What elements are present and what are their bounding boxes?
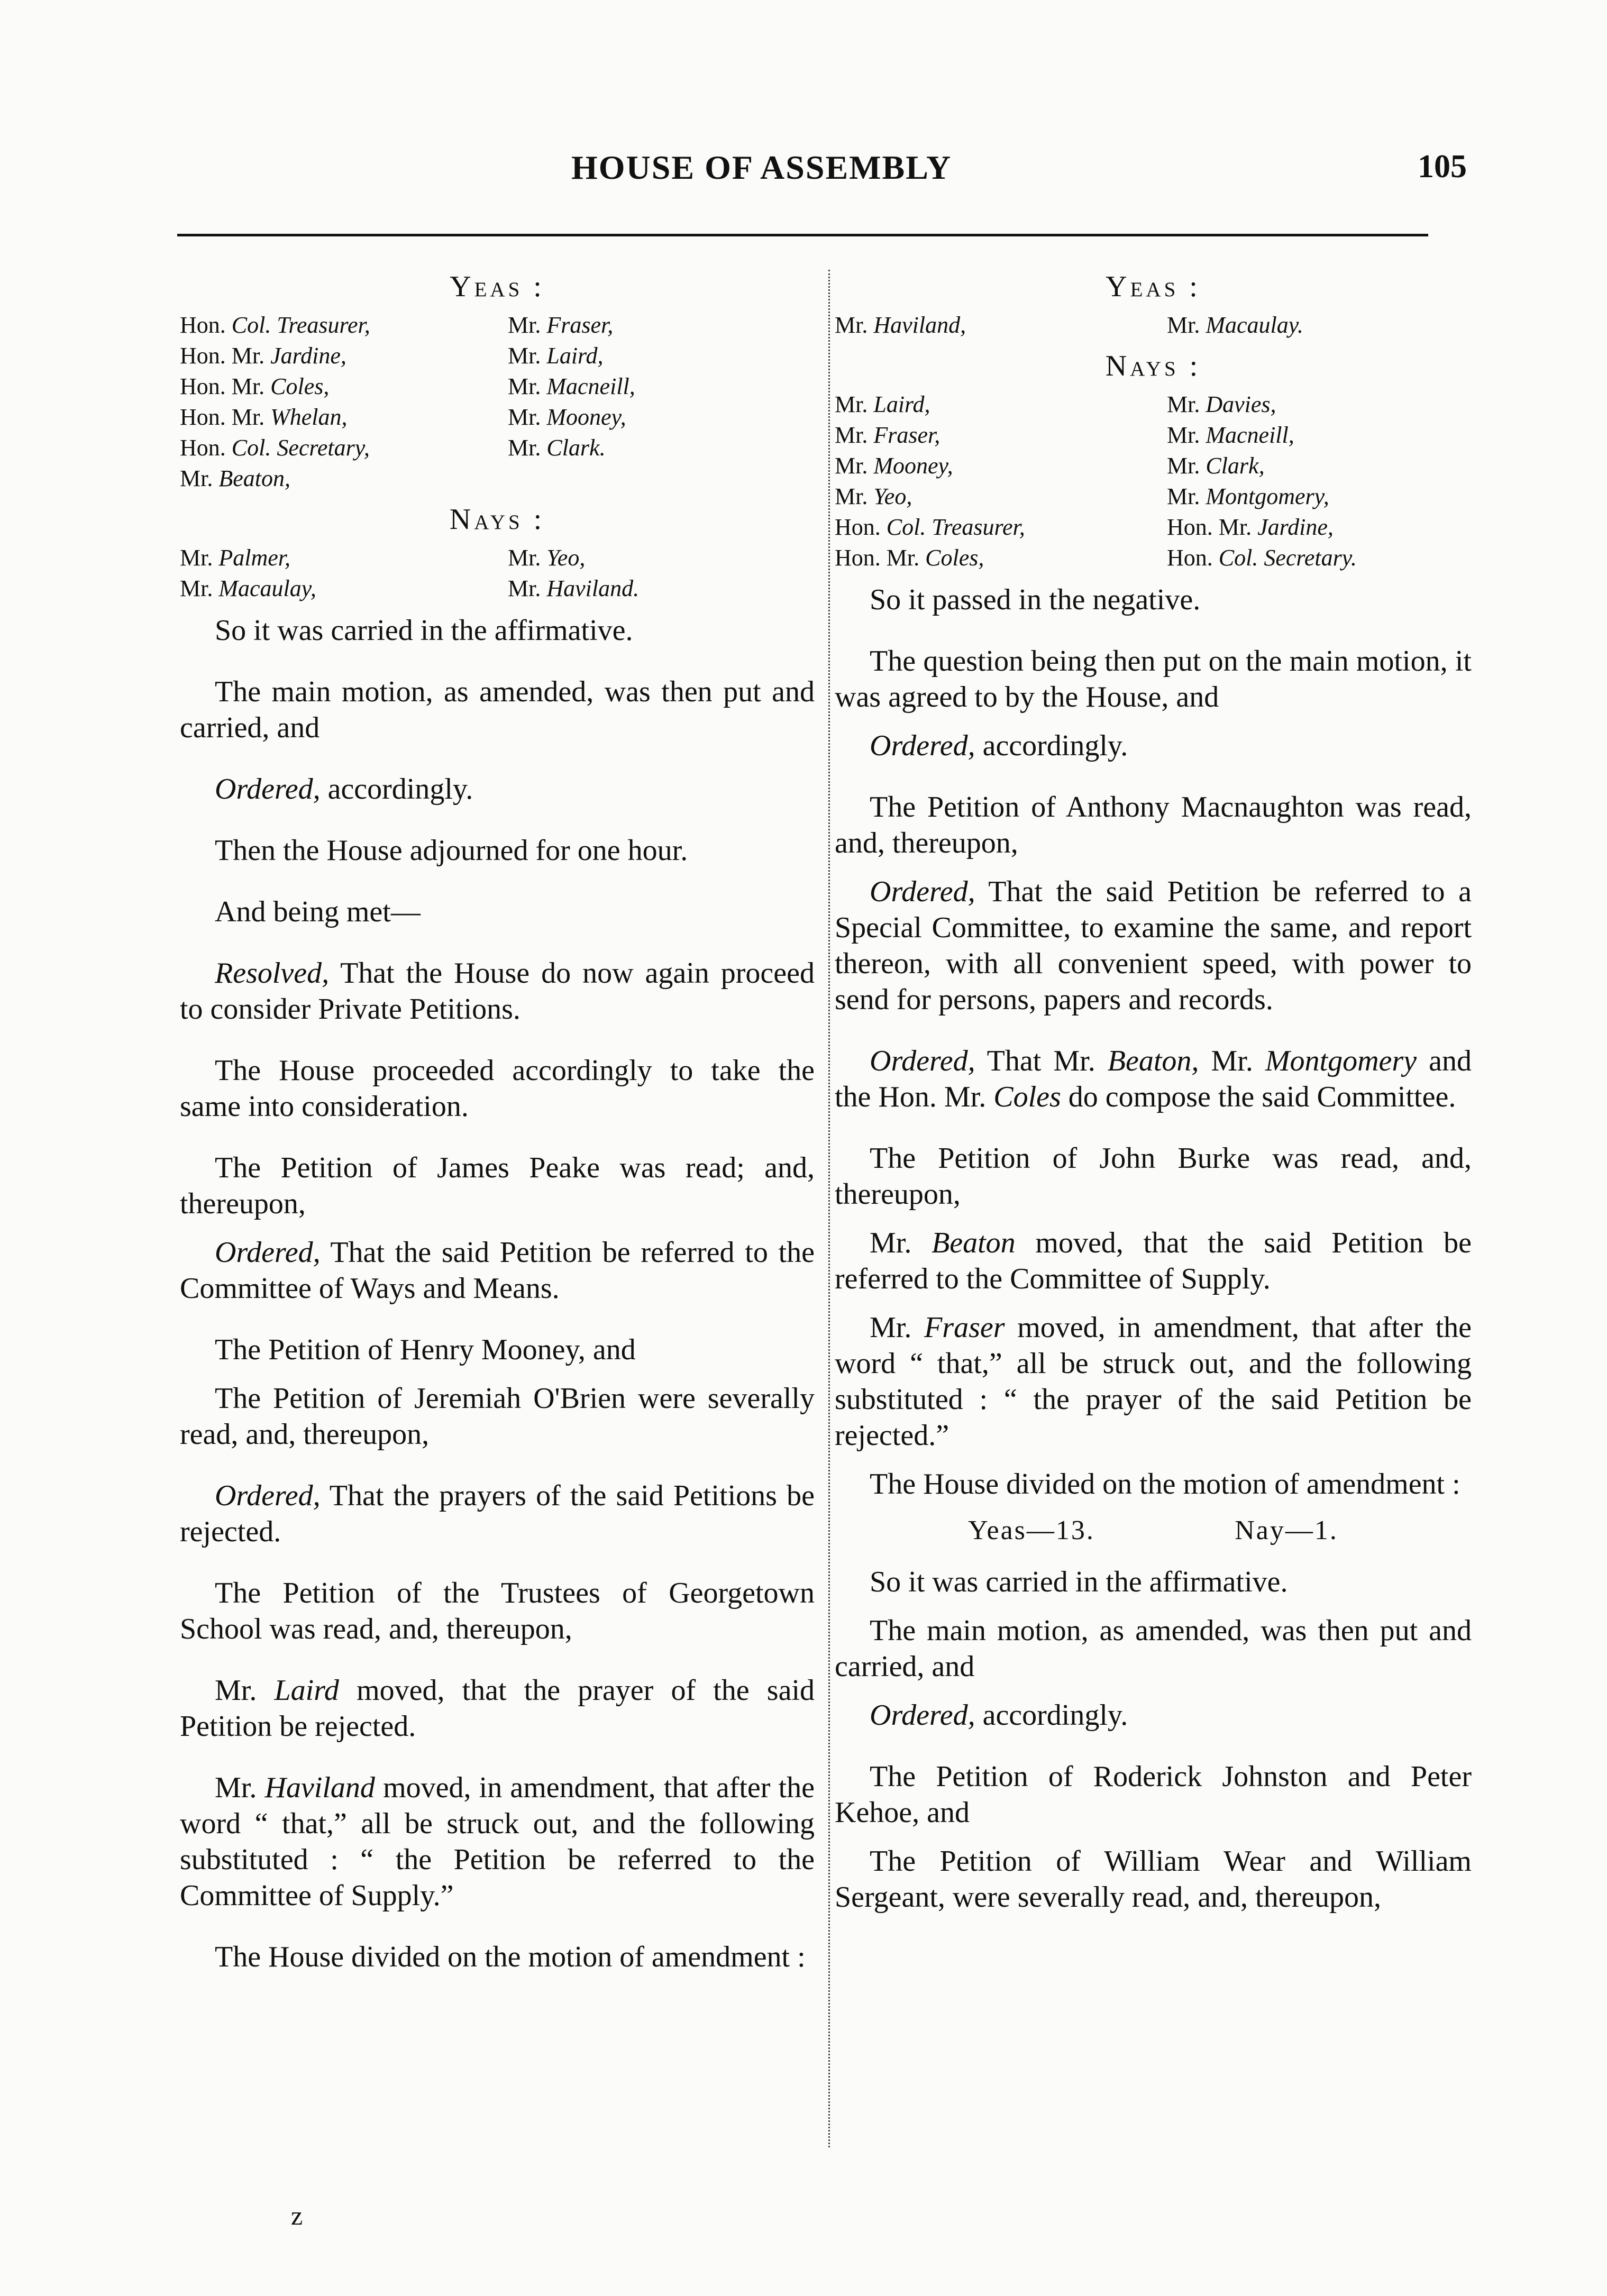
column-divider bbox=[828, 270, 830, 2147]
paragraph: So it was carried in the affirmative. bbox=[215, 614, 633, 647]
yeas-heading: Yeas : bbox=[1106, 270, 1201, 303]
paragraph: Ordered, accordingly. bbox=[215, 773, 473, 806]
member-title: Mr. bbox=[508, 435, 547, 461]
member-surname: Clark. bbox=[546, 435, 606, 461]
paragraph: The House proceeded accordingly to take the same into consideration. bbox=[180, 1054, 815, 1123]
member-title: Mr. bbox=[508, 343, 547, 369]
paragraph: The Petition of the Trustees of Georgetown School was read, and, thereupon, bbox=[180, 1577, 815, 1645]
member-surname: Palmer, bbox=[218, 545, 291, 571]
member-name bbox=[180, 310, 508, 341]
member-surname: Col. Secretary, bbox=[231, 435, 370, 461]
page-number: 105 bbox=[1418, 149, 1467, 185]
member-title: Mr. bbox=[835, 422, 874, 448]
member-title: Mr. bbox=[508, 545, 547, 571]
paragraph: Ordered, That the said Petition be referred to a Special Committee, to examine the same, and report thereon, with all convenient speed, with power to send for persons, papers and records. bbox=[835, 875, 1472, 1016]
nays-heading: Nays : bbox=[449, 503, 545, 536]
member-title: Mr. bbox=[508, 312, 547, 338]
member-title: Mr. bbox=[180, 465, 219, 491]
paragraph: The main motion, as amended, was then put and carried, and bbox=[835, 1614, 1472, 1683]
member-title: Hon. bbox=[835, 514, 887, 540]
paragraph: The Petition of Roderick Johnston and Peter Kehoe, and bbox=[835, 1760, 1472, 1829]
paragraph: Mr. Haviland moved, in amendment, that after the word “ that,” all be struck out, and the following substituted : “ the Petition be referred to the Committee of Supply.” bbox=[180, 1771, 815, 1912]
member-title: Hon. bbox=[180, 312, 232, 338]
member-title: Mr. bbox=[508, 575, 547, 601]
member-surname: Fraser, bbox=[546, 312, 614, 338]
member-title: Mr. bbox=[1167, 422, 1206, 448]
member-title: Mr. bbox=[180, 545, 219, 571]
member-title: Hon. Mr. bbox=[180, 373, 271, 399]
member-name bbox=[835, 389, 1167, 420]
member-surname: Jardine, bbox=[1257, 514, 1334, 540]
member-name bbox=[508, 433, 815, 463]
member-name bbox=[1167, 420, 1472, 451]
paragraph: The Petition of Anthony Macnaughton was read, and, thereupon, bbox=[835, 791, 1472, 859]
member-name bbox=[1167, 310, 1472, 341]
member-title: Mr. bbox=[1167, 312, 1206, 338]
member-surname: Laird, bbox=[873, 391, 930, 417]
member-title: Hon. Mr. bbox=[1167, 514, 1258, 540]
yeas-list bbox=[835, 310, 1472, 341]
yeas-heading: Yeas : bbox=[450, 270, 545, 303]
member-name bbox=[1167, 543, 1472, 573]
member-surname: Macneill, bbox=[1206, 422, 1294, 448]
member-title: Mr. bbox=[1167, 391, 1206, 417]
member-surname: Jardine, bbox=[270, 343, 346, 369]
member-title: Hon. bbox=[180, 435, 232, 461]
member-name bbox=[1167, 512, 1472, 543]
member-surname: Beaton, bbox=[218, 465, 290, 491]
paragraph: So it was carried in the affirmative. bbox=[870, 1566, 1288, 1598]
yeas-list bbox=[180, 310, 815, 494]
paragraph: Ordered, accordingly. bbox=[870, 729, 1128, 762]
member-name bbox=[180, 543, 508, 573]
paragraph: Then the House adjourned for one hour. bbox=[215, 834, 688, 867]
member-surname: Yeo, bbox=[546, 545, 586, 571]
member-title: Mr. bbox=[835, 312, 874, 338]
member-name bbox=[180, 573, 508, 604]
member-title: Mr. bbox=[835, 391, 874, 417]
paragraph: Resolved, That the House do now again proceed to consider Private Petitions. bbox=[180, 957, 815, 1026]
member-name bbox=[835, 310, 1167, 341]
member-title: Hon. Mr. bbox=[835, 545, 926, 571]
paragraph: The question being then put on the main motion, it was agreed to by the House, and bbox=[835, 645, 1472, 714]
running-header: HOUSE OF ASSEMBLY bbox=[571, 149, 952, 186]
member-surname: Coles, bbox=[270, 373, 330, 399]
member-surname: Col. Treasurer, bbox=[886, 514, 1025, 540]
member-title: Mr. bbox=[835, 483, 874, 509]
member-title: Mr. bbox=[1167, 453, 1206, 479]
member-title: Hon. bbox=[1167, 545, 1219, 571]
member-title: Hon. Mr. bbox=[180, 404, 271, 430]
member-surname: Haviland. bbox=[546, 575, 640, 601]
member-surname: Whelan, bbox=[270, 404, 348, 430]
paragraph: The Petition of James Peake was read; and, thereupon, bbox=[180, 1151, 815, 1220]
member-surname: Macaulay, bbox=[218, 575, 316, 601]
member-surname: Montgomery, bbox=[1206, 483, 1329, 509]
member-surname: Yeo, bbox=[873, 483, 912, 509]
member-surname: Col. Treasurer, bbox=[231, 312, 370, 338]
member-name bbox=[835, 543, 1167, 573]
paragraph: The House divided on the motion of amendment : bbox=[870, 1468, 1460, 1501]
member-name bbox=[508, 402, 815, 433]
member-name bbox=[508, 463, 815, 494]
header-rule bbox=[177, 234, 1428, 236]
member-surname: Coles, bbox=[925, 545, 984, 571]
member-surname: Haviland, bbox=[873, 312, 966, 338]
member-name bbox=[180, 341, 508, 371]
member-surname: Laird, bbox=[546, 343, 604, 369]
paragraph: Ordered, That Mr. Beaton, Mr. Montgomery and the Hon. Mr. Coles do compose the said Committee. bbox=[835, 1045, 1472, 1113]
tally-yeas: Yeas—13. bbox=[968, 1515, 1095, 1545]
member-name bbox=[180, 433, 508, 463]
nays-list bbox=[835, 389, 1472, 573]
member-surname: Mooney, bbox=[873, 453, 953, 479]
member-surname: Col. Secretary. bbox=[1218, 545, 1357, 571]
member-name bbox=[1167, 451, 1472, 481]
paragraph: Ordered, That the said Petition be referred to the Committee of Ways and Means. bbox=[180, 1236, 815, 1305]
member-name bbox=[508, 573, 815, 604]
member-title: Mr. bbox=[508, 373, 547, 399]
member-name bbox=[508, 341, 815, 371]
paragraph: The Petition of John Burke was read, and, thereupon, bbox=[835, 1142, 1472, 1211]
member-name bbox=[180, 371, 508, 402]
member-surname: Macneill, bbox=[546, 373, 635, 399]
paragraph: Ordered, That the prayers of the said Petitions be rejected. bbox=[180, 1479, 815, 1548]
member-name bbox=[508, 310, 815, 341]
paragraph: The Petition of William Wear and William Sergeant, were severally read, and, thereupon, bbox=[835, 1845, 1472, 1914]
paragraph: Mr. Laird moved, that the prayer of the said Petition be rejected. bbox=[180, 1674, 815, 1743]
member-surname: Davies, bbox=[1206, 391, 1276, 417]
nays-heading: Nays : bbox=[1105, 350, 1201, 382]
nays-list bbox=[180, 543, 815, 604]
paragraph: So it passed in the negative. bbox=[870, 583, 1201, 616]
member-name bbox=[508, 543, 815, 573]
paragraph: Mr. Fraser moved, in amendment, that after the word “ that,” all be struck out, and the following substituted : “ the prayer of the said Petition be rejected.” bbox=[835, 1311, 1472, 1452]
left-column bbox=[180, 270, 815, 2000]
paragraph: The Petition of Jeremiah O'Brien were severally read, and, thereupon, bbox=[180, 1382, 815, 1451]
signature-mark: z bbox=[291, 2201, 303, 2230]
paragraph: And being met— bbox=[215, 895, 421, 928]
member-title: Mr. bbox=[180, 575, 219, 601]
member-title: Mr. bbox=[508, 404, 547, 430]
member-title: Mr. bbox=[1167, 483, 1206, 509]
member-name bbox=[180, 402, 508, 433]
paragraph: Mr. Beaton moved, that the said Petition be referred to the Committee of Supply. bbox=[835, 1227, 1472, 1295]
member-name bbox=[1167, 481, 1472, 512]
paragraph: Ordered, accordingly. bbox=[870, 1699, 1128, 1732]
division-tally bbox=[835, 1515, 1472, 1546]
member-title: Mr. bbox=[835, 453, 874, 479]
right-column bbox=[835, 270, 1472, 1941]
member-surname: Macaulay. bbox=[1206, 312, 1303, 338]
member-name bbox=[508, 371, 815, 402]
member-name bbox=[835, 481, 1167, 512]
paragraph: The House divided on the motion of amendment : bbox=[215, 1941, 806, 1973]
member-surname: Fraser, bbox=[873, 422, 941, 448]
member-surname: Clark, bbox=[1206, 453, 1265, 479]
tally-nays: Nay—1. bbox=[1235, 1515, 1338, 1545]
member-name bbox=[180, 463, 508, 494]
member-title: Hon. Mr. bbox=[180, 343, 271, 369]
member-name bbox=[835, 512, 1167, 543]
member-name bbox=[835, 451, 1167, 481]
member-name bbox=[835, 420, 1167, 451]
paragraph: The Petition of Henry Mooney, and bbox=[215, 1333, 636, 1366]
paragraph: The main motion, as amended, was then put and carried, and bbox=[180, 675, 815, 744]
member-name bbox=[1167, 389, 1472, 420]
member-surname: Mooney, bbox=[546, 404, 626, 430]
